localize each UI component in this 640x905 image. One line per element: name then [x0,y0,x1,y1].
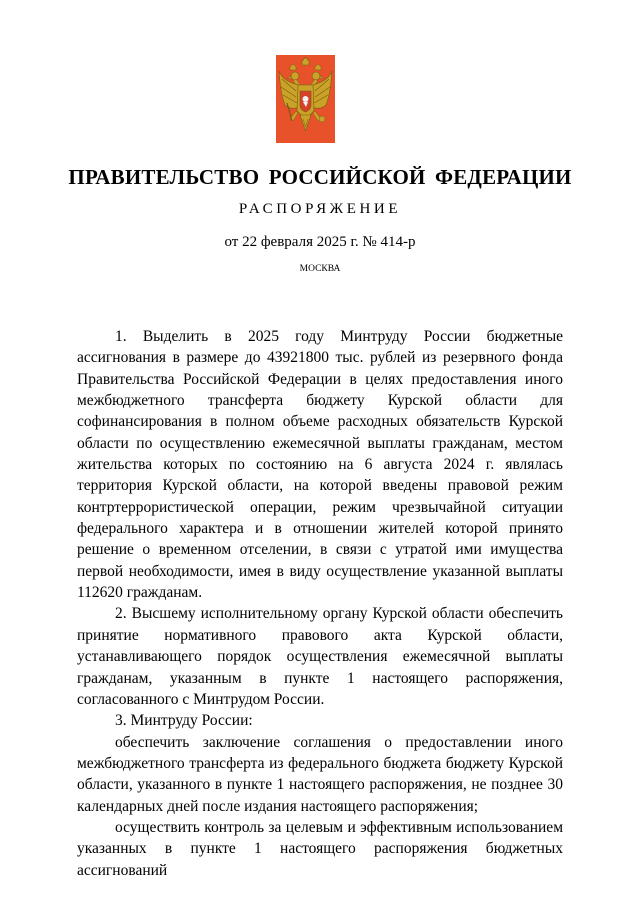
russian-coat-of-arms-icon [276,55,335,143]
paragraph-3-subitem-1: обеспечить заключение соглашения о предоставлении иного межбюджетного трансферта из федерального бюджета бюджету Курской области, указанного в пункте 1 настоящего распоряжения, не позднее 30 календарных дней после издания настоящего распоряжения; [77,733,563,815]
document-body [77,326,563,881]
coat-of-arms-emblem [276,55,335,143]
paragraph-1: 1. Выделить в 2025 году Минтруду России бюджетные ассигнования в размере до 43921800 тыс. рублей из резервного фонда Правительства Российской Федерации в целях предоставления иного межбюджетного трансферта бюджету Курской области для софинансирования в полном объеме расходных обязательств Курской области по осуществлению ежемесячной выплаты гражданам, местом жительства которых по состоянию на 6 августа 2024 г. являлась территория Курской области, на которой введены правовой режим контртеррористической операции, режим чрезвычайной ситуации федерального характера и в отношении жителей которой принято решение о временном отселении, в связи с утратой ими имущества первой необходимости, имея в виду осуществление указанной выплаты 112620 гражданам. [77,328,563,602]
paragraph-3-subitem-2: осуществить контроль за целевым и эффективным использованием указанных в пункте 1 настоящего распоряжения бюджетных ассигнований [77,818,563,879]
paragraph-3: 3. Минтруду России: [115,712,253,730]
document-date-number: от 22 февраля 2025 г. № 414-р [224,234,416,250]
document-place: МОСКВА [299,264,341,274]
document-type: РАСПОРЯЖЕНИЕ [238,201,402,217]
government-title: ПРАВИТЕЛЬСТВО РОССИЙСКОЙ ФЕДЕРАЦИИ [68,165,572,189]
paragraph-2: 2. Высшему исполнительному органу Курской области обеспечить принятие нормативного правового акта Курской области, устанавливающего порядок осуществления ежемесячной выплаты гражданам, указанным в пункте 1 настоящего распоряжения, согласованного с Минтрудом России. [77,605,563,708]
